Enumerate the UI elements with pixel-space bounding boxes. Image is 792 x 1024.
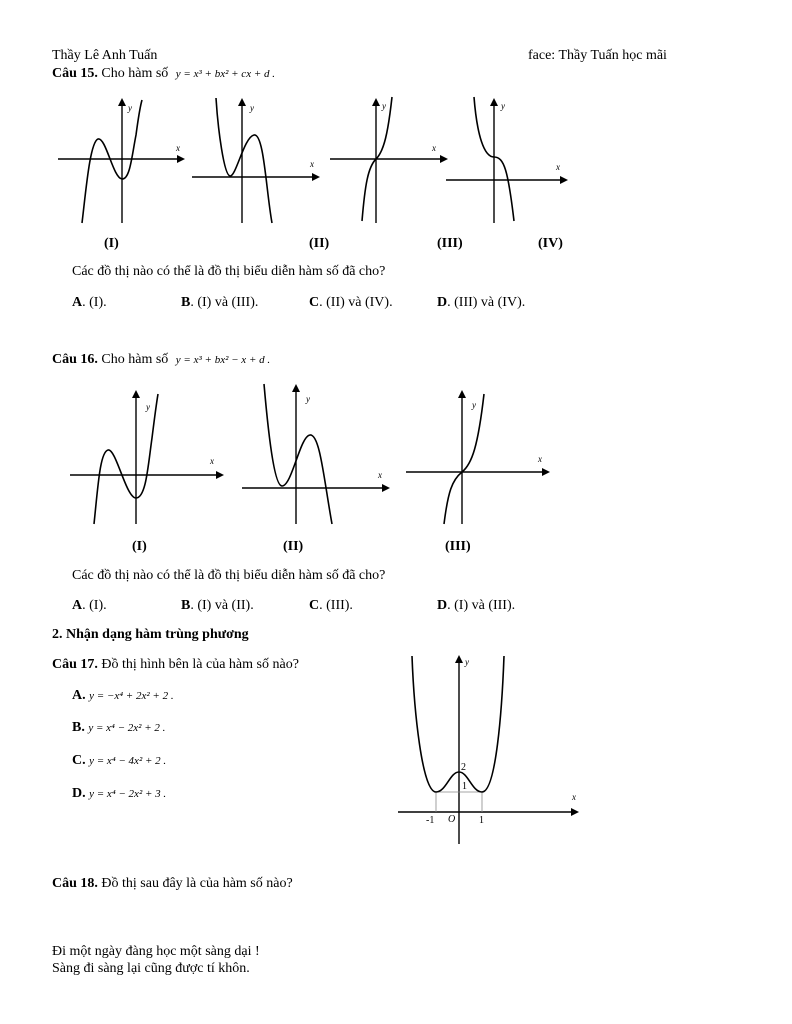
- q15-graph-2: [192, 95, 322, 225]
- q15-text: Cho hàm số: [101, 66, 169, 81]
- q17-y-label: y: [465, 657, 469, 667]
- q17-tick-neg1: -1: [426, 815, 435, 826]
- section-2-title: 2. Nhận dạng hàm trùng phương: [52, 627, 249, 642]
- q17-x-label: x: [572, 792, 576, 802]
- q15-label: Câu 15.: [52, 66, 98, 81]
- q15-g3-y-label: y: [382, 101, 386, 111]
- q16-g1-y-label: y: [146, 402, 150, 412]
- q15-graph-4: [446, 95, 571, 225]
- q15-g4-y-label: y: [501, 101, 505, 111]
- q18-text: Đồ thị sau đây là của hàm số nào?: [101, 876, 293, 891]
- q15-formula: y = x³ + bx² + cx + d .: [175, 68, 275, 80]
- footer-line-1: Đi một ngày đàng học một sàng dại !: [52, 944, 260, 959]
- q17-stem: [52, 658, 299, 672]
- q15-graph-3: [328, 95, 448, 225]
- q16-g1-x-label: x: [210, 456, 214, 466]
- q16-prompt: Các đồ thị nào có thể là đồ thị biểu diễn hàm số đã cho?: [72, 568, 386, 583]
- q16-option-b[interactable]: B. (I) và (II).: [181, 598, 254, 613]
- q15-graph-label-3: (III): [437, 236, 463, 251]
- q16-formula: y = x³ + bx² − x + d .: [175, 354, 271, 366]
- q16-label: Câu 16.: [52, 352, 98, 367]
- q15-graph-label-2: (II): [309, 236, 330, 251]
- q17-y-tick-2: 2: [461, 762, 466, 773]
- q15-graph-label-1: (I): [104, 236, 119, 251]
- q16-g2-y-label: y: [306, 394, 310, 404]
- q16-graph-3: [404, 386, 556, 526]
- q17-y-tick-1: 1: [462, 781, 467, 792]
- q15-stem: [52, 67, 275, 81]
- q15-option-c[interactable]: C. (II) và (IV).: [309, 295, 393, 310]
- q17-text: Đồ thị hình bên là của hàm số nào?: [101, 657, 299, 672]
- q15-option-b[interactable]: B. (I) và (III).: [181, 295, 259, 310]
- q16-g3-x-label: x: [538, 454, 542, 464]
- q18-label: Câu 18.: [52, 876, 98, 891]
- q16-graph-label-2: (II): [283, 539, 304, 554]
- q17-label: Câu 17.: [52, 657, 98, 672]
- q18-stem: [52, 877, 293, 891]
- q15-g2-x-label: x: [310, 159, 314, 169]
- q16-g3-y-label: y: [472, 400, 476, 410]
- q16-option-d[interactable]: D. (I) và (III).: [437, 598, 516, 613]
- footer-line-2: Sàng đi sàng lại cũng được tí khôn.: [52, 961, 250, 976]
- q15-g3-x-label: x: [432, 143, 436, 153]
- q15-graph-label-4: (IV): [538, 236, 563, 251]
- q16-graph-2: [240, 380, 395, 526]
- q16-graph-label-3: (III): [445, 539, 471, 554]
- q17-option-c[interactable]: C. y = x⁴ − 4x² + 2 .: [72, 753, 167, 768]
- q16-option-c[interactable]: C. (III).: [309, 598, 353, 613]
- q15-option-d[interactable]: D. (III) và (IV).: [437, 295, 526, 310]
- header-facebook: face: Thầy Tuấn học mãi: [528, 48, 667, 63]
- q15-g2-y-label: y: [250, 103, 254, 113]
- q16-g2-x-label: x: [378, 470, 382, 480]
- header-author: Thầy Lê Anh Tuấn: [52, 48, 158, 63]
- q15-g1-y-label: y: [128, 103, 132, 113]
- q15-prompt: Các đồ thị nào có thể là đồ thị biểu diễn hàm số đã cho?: [72, 264, 386, 279]
- q16-graph-1: [68, 386, 228, 526]
- q16-stem: [52, 353, 270, 367]
- q16-option-a[interactable]: A. (I).: [72, 598, 107, 613]
- q17-option-a[interactable]: A. y = −x⁴ + 2x² + 2 .: [72, 688, 174, 703]
- q17-option-d[interactable]: D. y = x⁴ − 2x² + 3 .: [72, 786, 167, 801]
- q17-origin-label: O: [448, 814, 456, 825]
- q17-option-b[interactable]: B. y = x⁴ − 2x² + 2 .: [72, 720, 166, 735]
- q15-g4-x-label: x: [556, 162, 560, 172]
- q16-graph-label-1: (I): [132, 539, 147, 554]
- q15-option-a[interactable]: A. (I).: [72, 295, 107, 310]
- q16-text: Cho hàm số: [101, 352, 169, 367]
- q15-g1-x-label: x: [176, 143, 180, 153]
- q17-tick-pos1: 1: [479, 815, 484, 826]
- q17-graph: [396, 650, 584, 846]
- q15-graph-1: [58, 95, 188, 225]
